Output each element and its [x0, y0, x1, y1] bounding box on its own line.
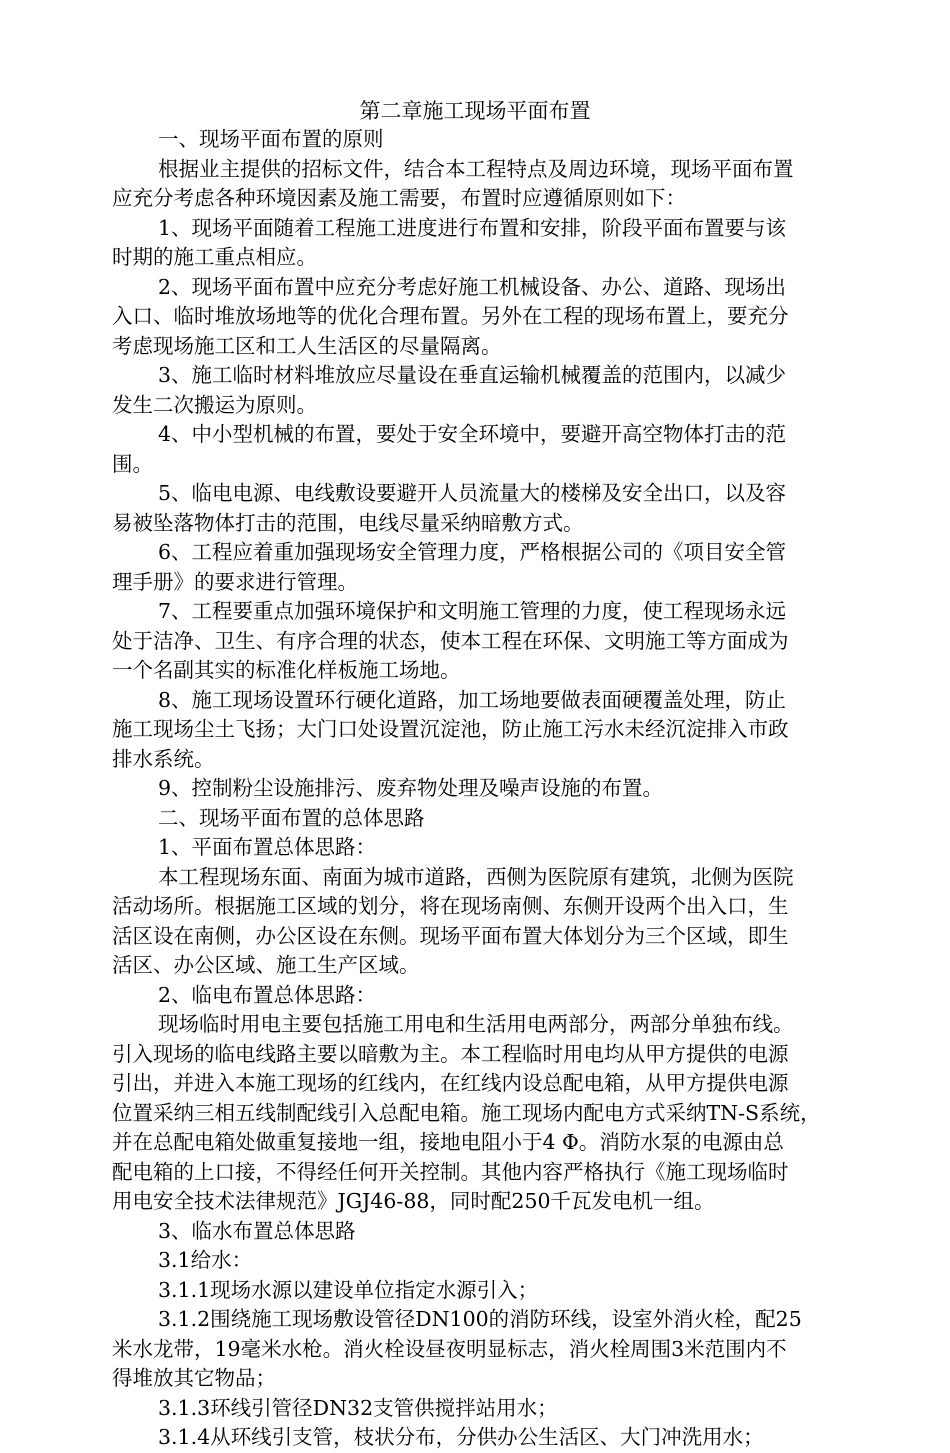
text-line: 4、中小型机械的布置，要处于安全环境中，要避开高空物体打击的范	[158, 422, 787, 446]
text-line: 发生二次搬运为原则。	[112, 392, 317, 417]
text-line: 3.1.4从环线引支管，枝状分布，分供办公生活区、大门冲洗用水；	[158, 1425, 764, 1449]
text-line: 3.1.1现场水源以建设单位指定水源引入；	[158, 1277, 539, 1302]
text-line: 引出，并进入本施工现场的红线内，在红线内设总配电箱，从甲方提供电源	[112, 1071, 789, 1095]
text-line: 根据业主提供的招标文件，结合本工程特点及周边环境，现场平面布置	[158, 156, 794, 181]
text-line: 9、控制粉尘设施排污、废弃物处理及噪声设施的布置。	[158, 776, 664, 800]
text-line: 围。	[112, 451, 153, 476]
text-line: 处于洁净、卫生、有序合理的状态，使本工程在环保、文明施工等方面成为	[112, 628, 789, 653]
text-line: 5、临电电源、电线敷设要避开人员流量大的楼梯及安全出口，以及容	[158, 481, 787, 505]
text-line: 用电安全技术法律规范》JGJ46-88，同时配250千瓦发电机一组。	[112, 1189, 715, 1213]
text-line: 施工现场尘土飞扬；大门口处设置沉淀池，防止施工污水未经沉淀排入市政	[112, 717, 789, 741]
text-line: 7、工程要重点加强环境保护和文明施工管理的力度，使工程现场永远	[158, 599, 787, 623]
text-line: 3.1.3环线引管径DN32支管供搅拌站用水；	[158, 1395, 558, 1420]
text-line: 二、现场平面布置的总体思路	[158, 805, 425, 830]
text-line: 活动场所。根据施工区域的划分，将在现场南侧、东侧开设两个出入口，生	[112, 894, 789, 918]
text-line: 6、工程应着重加强现场安全管理力度，严格根据公司的《项目安全管	[158, 540, 787, 564]
text-line: 引入现场的临电线路主要以暗敷为主。本工程临时用电均从甲方提供的电源	[112, 1041, 789, 1066]
text-line: 并在总配电箱处做重复接地一组，接地电阻小于4 Φ。消防水泵的电源由总	[112, 1130, 784, 1154]
chapter-title: 第二章施工现场平面布置	[359, 99, 591, 123]
text-line: 易被坠落物体打击的范围，电线尽量采纳暗敷方式。	[112, 510, 584, 535]
text-line: 1、现场平面随着工程施工进度进行布置和安排，阶段平面布置要与该	[158, 215, 787, 240]
text-line: 1、平面布置总体思路：	[158, 835, 377, 859]
text-line: 一、现场平面布置的原则	[158, 127, 384, 151]
text-line: 8、施工现场设置环行硬化道路，加工场地要做表面硬覆盖处理，防止	[158, 687, 787, 712]
text-line: 2、临电布置总体思路：	[158, 982, 377, 1007]
text-line: 3、临水布置总体思路	[158, 1218, 356, 1243]
text-line: 米水龙带，19毫米水枪。消火栓设昼夜明显标志，消火栓周围3米范围内不	[112, 1336, 787, 1361]
document-body	[112, 125, 852, 1453]
text-line: 活区设在南侧，办公区设在东侧。现场平面布置大体划分为三个区域，即生	[112, 923, 789, 948]
text-line: 配电箱的上口接，不得经任何开关控制。其他内容严格执行《施工现场临时	[112, 1159, 789, 1184]
text-line: 本工程现场东面、南面为城市道路，西侧为医院原有建筑，北侧为医院	[158, 864, 794, 889]
text-line: 得堆放其它物品；	[112, 1366, 276, 1390]
text-line: 一个名副其实的标准化样板施工场地。	[112, 658, 461, 682]
text-line: 应充分考虑各种环境因素及施工需要，布置时应遵循原则如下：	[112, 186, 686, 210]
text-line: 2、现场平面布置中应充分考虑好施工机械设备、办公、道路、现场出	[158, 274, 787, 299]
text-line: 3.1.2围绕施工现场敷设管径DN100的消防环线，设室外消火栓，配25	[158, 1307, 802, 1331]
text-line: 现场临时用电主要包括施工用电和生活用电两部分，两部分单独布线。	[158, 1012, 794, 1036]
text-line: 时期的施工重点相应。	[112, 245, 317, 269]
text-line: 理手册》的要求进行管理。	[112, 569, 358, 594]
text-line: 考虑现场施工区和工人生活区的尽量隔离。	[112, 333, 502, 358]
text-line: 活区、办公区域、施工生产区域。	[112, 953, 420, 977]
text-line: 位置采纳三相五线制配线引入总配电箱。施工现场内配电方式采纳TN-S系统，	[112, 1100, 821, 1125]
text-line: 入口、临时堆放场地等的优化合理布置。另外在工程的现场布置上，要充分	[112, 304, 789, 328]
text-line: 3.1给水：	[158, 1248, 253, 1272]
text-line: 3、施工临时材料堆放应尽量设在垂直运输机械覆盖的范围内，以减少	[158, 363, 787, 387]
text-line: 排水系统。	[112, 746, 215, 771]
